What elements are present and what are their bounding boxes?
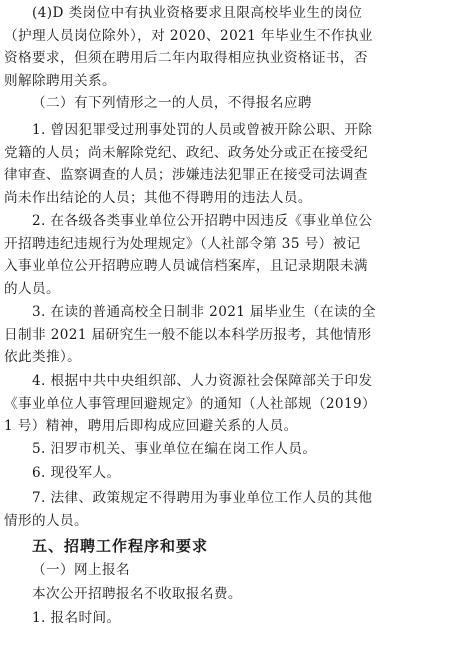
text-line: 情形的人员。: [4, 512, 88, 529]
subheading-ineligible: [4, 92, 459, 115]
paragraph-qualification-note: [4, 2, 459, 92]
text-line: 日制非 2021 届研究生一般不能以本科学历报考，其他情形: [4, 326, 372, 343]
text-line: 的人员。: [4, 280, 60, 297]
text-line: 则解除聘用关系。: [4, 72, 116, 89]
text-line: 开招聘违纪违规行为处理规定》（人社部令第 35 号）被记: [4, 235, 361, 252]
paragraph-item-4: [4, 370, 459, 438]
text-line: 4. 根据中共中央组织部、人力资源社会保障部关于印发: [32, 373, 373, 389]
text-line: 1. 报名时间。: [32, 610, 121, 626]
text-line: 尚未作出结论的人员；其他不得聘用的违法人员。: [4, 189, 312, 206]
text-line: （护理人员岗位除外），对 2020、2021 年毕业生不作执业: [4, 27, 373, 44]
text-line: （二）有下列情形之一的人员，不得报名应聘: [32, 95, 312, 111]
section-title: 五、招聘工作程序和要求: [32, 537, 209, 555]
paragraph-item-1: [4, 119, 459, 209]
section-heading: [4, 535, 459, 558]
text-line: 依此类推）。: [4, 349, 82, 366]
text-line: 入事业单位公开招聘应聘人员诚信档案库，且记录期限未满: [4, 258, 368, 275]
text-line: 7. 法律、政策规定不得聘用为事业单位工作人员的其他: [32, 490, 373, 506]
text-line: 6. 现役军人。: [32, 465, 121, 481]
paragraph-item-2: [4, 210, 459, 300]
text-line: 3. 在读的普通高校全日制非 2021 届毕业生（在读的全: [32, 304, 377, 320]
text-line: 5. 汨罗市机关、事业单位在编在岗工作人员。: [32, 441, 317, 457]
text-line: 2. 在各级各类事业单位公开招聘中因违反《事业单位公: [32, 213, 373, 229]
text-line: 本次公开招聘报名不收取报名费。: [32, 586, 242, 602]
paragraph-item-7: [4, 487, 459, 532]
text-line: 1 号）精神，聘用后即构成应回避关系的人员。: [4, 418, 298, 435]
paragraph-item-6: [4, 462, 459, 485]
text-line: 律审查、监察调查的人员；涉嫌违法犯罪正在接受司法调查: [4, 167, 368, 184]
text-line: 资格要求，但须在聘用后二年内取得相应执业资格证书，否: [4, 50, 368, 67]
subheading-online-registration: [4, 559, 459, 582]
text-line: （一）网上报名: [32, 562, 130, 578]
paragraph-registration-time: [4, 607, 459, 630]
text-line: 1. 曾因犯罪受过刑事处罚的人员或曾被开除公职、开除: [32, 122, 373, 138]
paragraph-item-3: [4, 301, 459, 369]
text-line: (4)D 类岗位中有执业资格要求且限高校毕业生的岗位: [32, 5, 363, 21]
paragraph-item-5: [4, 438, 459, 461]
paragraph-fee: [4, 583, 459, 606]
text-line: 党籍的人员；尚未解除党纪、政纪、政务处分或正在接受纪: [4, 144, 368, 161]
text-line: 《事业单位人事管理回避规定》的通知（人社部规（2019）: [4, 395, 377, 412]
